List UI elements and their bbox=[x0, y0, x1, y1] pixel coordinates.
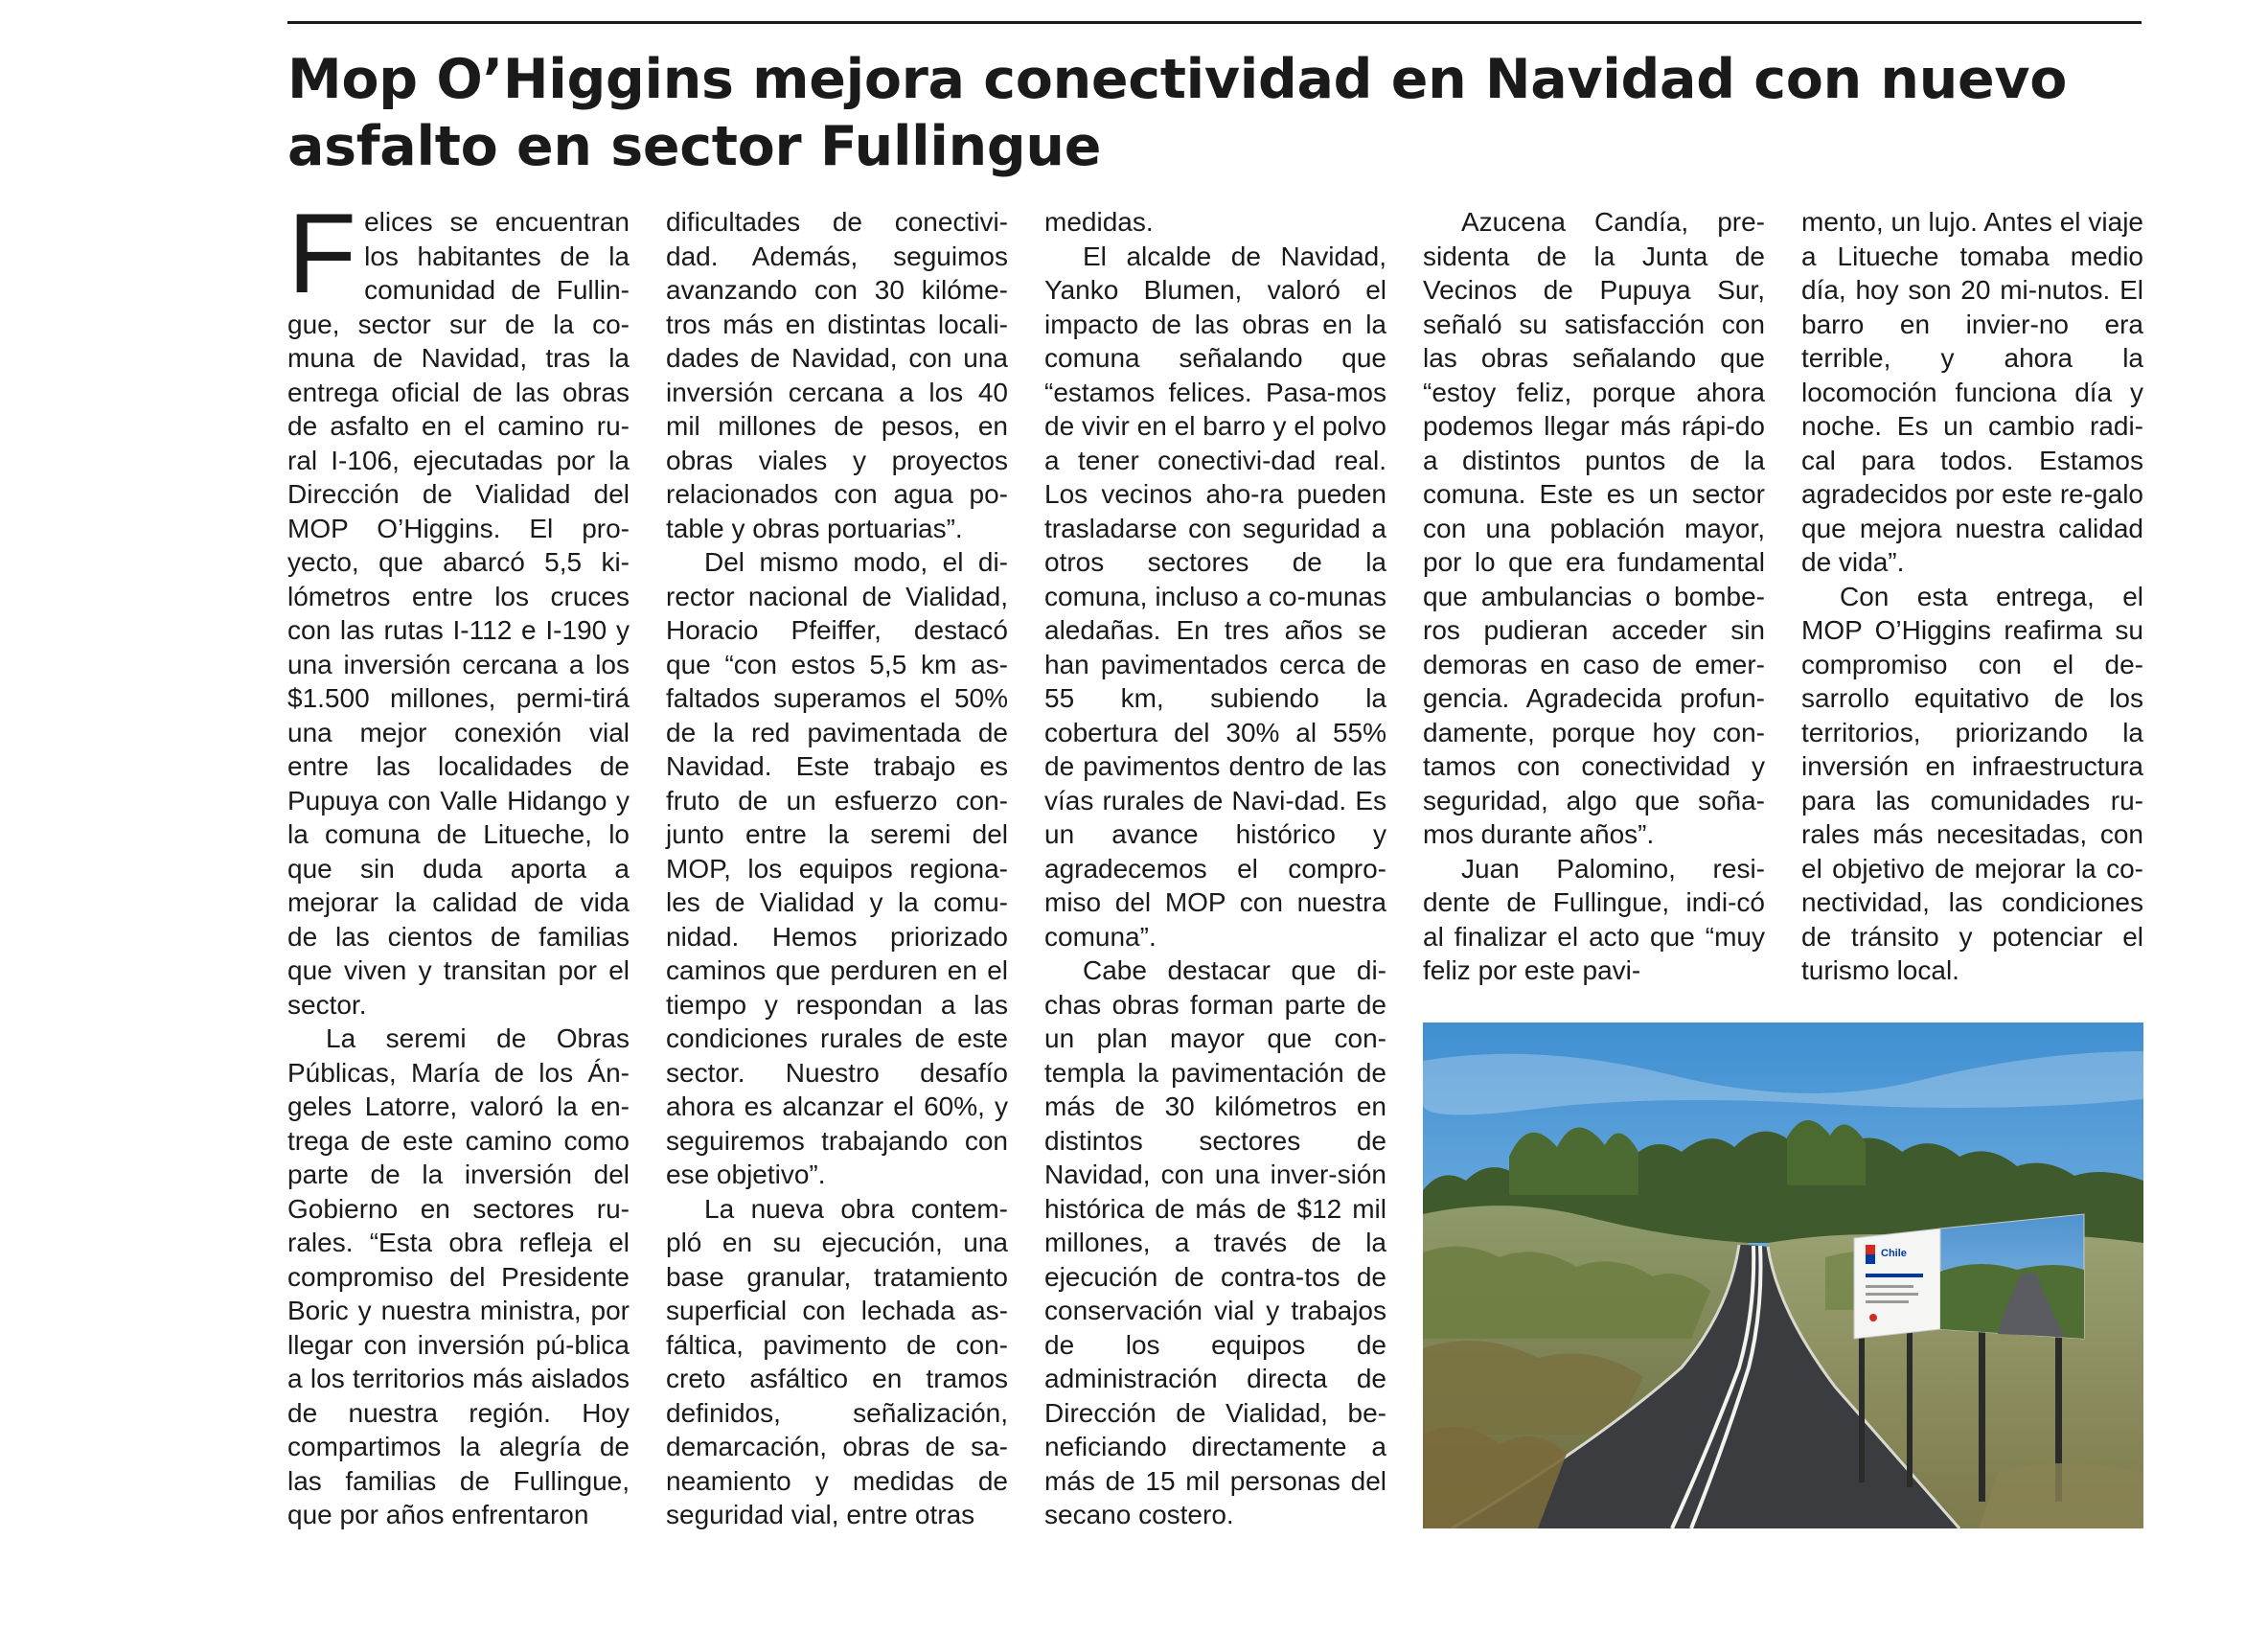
column-2 bbox=[666, 205, 1008, 1532]
road-photo-illustration bbox=[1423, 1022, 2143, 1528]
column-4 bbox=[1423, 205, 1765, 988]
top-rule bbox=[287, 21, 2142, 24]
paragraph-text: elices se encuentran los habitantes de la comunidad de Fullin-gue, sector sur de la co-muna de Navidad, tras la entrega oficial de las obras de asfalto en el camino ru-ral I-106, ejecutadas por la Dirección de Vialidad del MOP O’Higgins. El pro-yecto, que abarcó 5,5 ki-lómetros entre los cruces con las rutas I-112 e I-190 y una inversión cercana a los $1.500 millones, permi-tirá una mejor conexión vial entre las localidades de Pupuya con Valle Hidango y la comuna de Litueche, lo que sin duda aporta a mejorar la calidad de vida de las cientos de familias que viven y transitan por el sector. bbox=[287, 207, 630, 1020]
sign-title: Chile bbox=[1881, 1248, 1907, 1259]
column-3 bbox=[1044, 205, 1386, 1532]
paragraph: Azucena Candía, pre-sidenta de la Junta de Vecinos de Pupuya Sur, señaló su satisfacción con las obras señalando que “estoy feliz, porque ahora podemos llegar más rápi-do a distintos puntos de la comuna. Este es un sector con una población mayor, por lo que era fundamental que ambulancias o bombe-ros pudieran acceder sin demoras en caso de emer-gencia. Agradecida profun-damente, porque hoy con-tamos con conectividad y seguridad, algo que soña-mos durante años”. bbox=[1423, 207, 1765, 849]
paragraph: Del mismo modo, el di-rector nacional de Vialidad, Horacio Pfeiffer, destacó que “con estos 5,5 km as-faltados superamos el 50% de la red pavimentada de Navidad. Este trabajo es fruto de un esfuerzo con-junto entre la seremi del MOP, los equipos regiona-les de Vialidad y la comu-nidad. Hemos priorizado caminos que perduren en el tiempo y respondan a las condiciones rurales de este sector. Nuestro desafío ahora es alcanzar el 60%, y seguiremos trabajando con ese objetivo”. bbox=[666, 547, 1008, 1189]
paragraph: dificultades de conectivi-dad. Además, seguimos avanzando con 30 kilóme-tros más en distintas locali-dades de Navidad, con una inversión cercana a los 40 mil millones de pesos, en obras viales y proyectos relacionados con agua po-table y obras portuarias”. bbox=[666, 207, 1008, 543]
column-1 bbox=[287, 191, 630, 1532]
headline: Mop O’Higgins mejora conectividad en Navidad con nuevo asfalto en sector Fullingue bbox=[287, 48, 2068, 178]
paragraph: medidas. bbox=[1044, 207, 1154, 237]
paragraph bbox=[287, 191, 630, 1022]
paragraph: Juan Palomino, resi-dente de Fullingue, indi-có al finalizar el acto que “muy feliz por este pavi- bbox=[1423, 853, 1765, 985]
paragraph: mento, un lujo. Antes el viaje a Litueche tomaba medio día, hoy son 20 mi-nutos. El barro en invier-no era terrible, y ahora la locomoción funciona día y noche. Es un cambio radi-cal para todos. Estamos agradecidos por este re-galo que mejora nuestra calidad de vida”. bbox=[1801, 207, 2143, 577]
paragraph: La nueva obra contem-pló en su ejecución, una base granular, tratamiento superficial con lechada as-fáltica, pavimento de con-creto asfáltico en tramos definidos, señalización, demarcación, obras de sa-neamiento y medidas de seguridad vial, entre otras bbox=[666, 1193, 1008, 1529]
paragraph: El alcalde de Navidad, Yanko Blumen, valoró el impacto de las obras en la comuna señalando que “estamos felices. Pasa-mos de vivir en el barro y el polvo a tener conectivi-dad real. Los vecinos aho-ra pueden trasladarse con seguridad a otros sectores de la comuna, incluso a co-munas aledañas. En tres años se han pavimentados cerca de 55 km, subiendo la cobertura del 30% al 55% de pavimentos dentro de las vías rurales de Navi-dad. Es un avance histórico y agradecemos el compro-miso del MOP con nuestra comuna”. bbox=[1044, 241, 1386, 952]
paragraph: La seremi de Obras Públicas, María de los Án-geles Latorre, valoró la en-trega de este camino como parte de la inversión del Gobierno en sectores ru-rales. “Esta obra refleja el compromiso del Presidente Boric y nuestra ministra, por llegar con inversión pú-blica a los territorios más aislados de nuestra región. Hoy compartimos la alegría de las familias de Fullingue, que por años enfrentaron bbox=[287, 1023, 630, 1529]
paragraph: Con esta entrega, el MOP O’Higgins reafirma su compromiso con el de-sarrollo equitativo de los territorios, priorizando la inversión en infraestructura para las comunidades ru-rales más necesitadas, con el objetivo de mejorar la co-nectividad, las condiciones de tránsito y potenciar el turismo local. bbox=[1801, 581, 2143, 985]
drop-cap: F bbox=[287, 191, 357, 317]
paragraph: Cabe destacar que di-chas obras forman parte de un plan mayor que con-templa la pavimentación de más de 30 kilómetros en distintos sectores de Navidad, con una inver-sión histórica de más de $12 mil millones, a través de la ejecución de contra-tos de conservación vial y trabajos de los equipos de administración directa de Dirección de Vialidad, be-neficiando directamente a más de 15 mil personas del secano costero. bbox=[1044, 955, 1386, 1529]
road-photo bbox=[1423, 1022, 2143, 1528]
column-5 bbox=[1801, 205, 2143, 988]
